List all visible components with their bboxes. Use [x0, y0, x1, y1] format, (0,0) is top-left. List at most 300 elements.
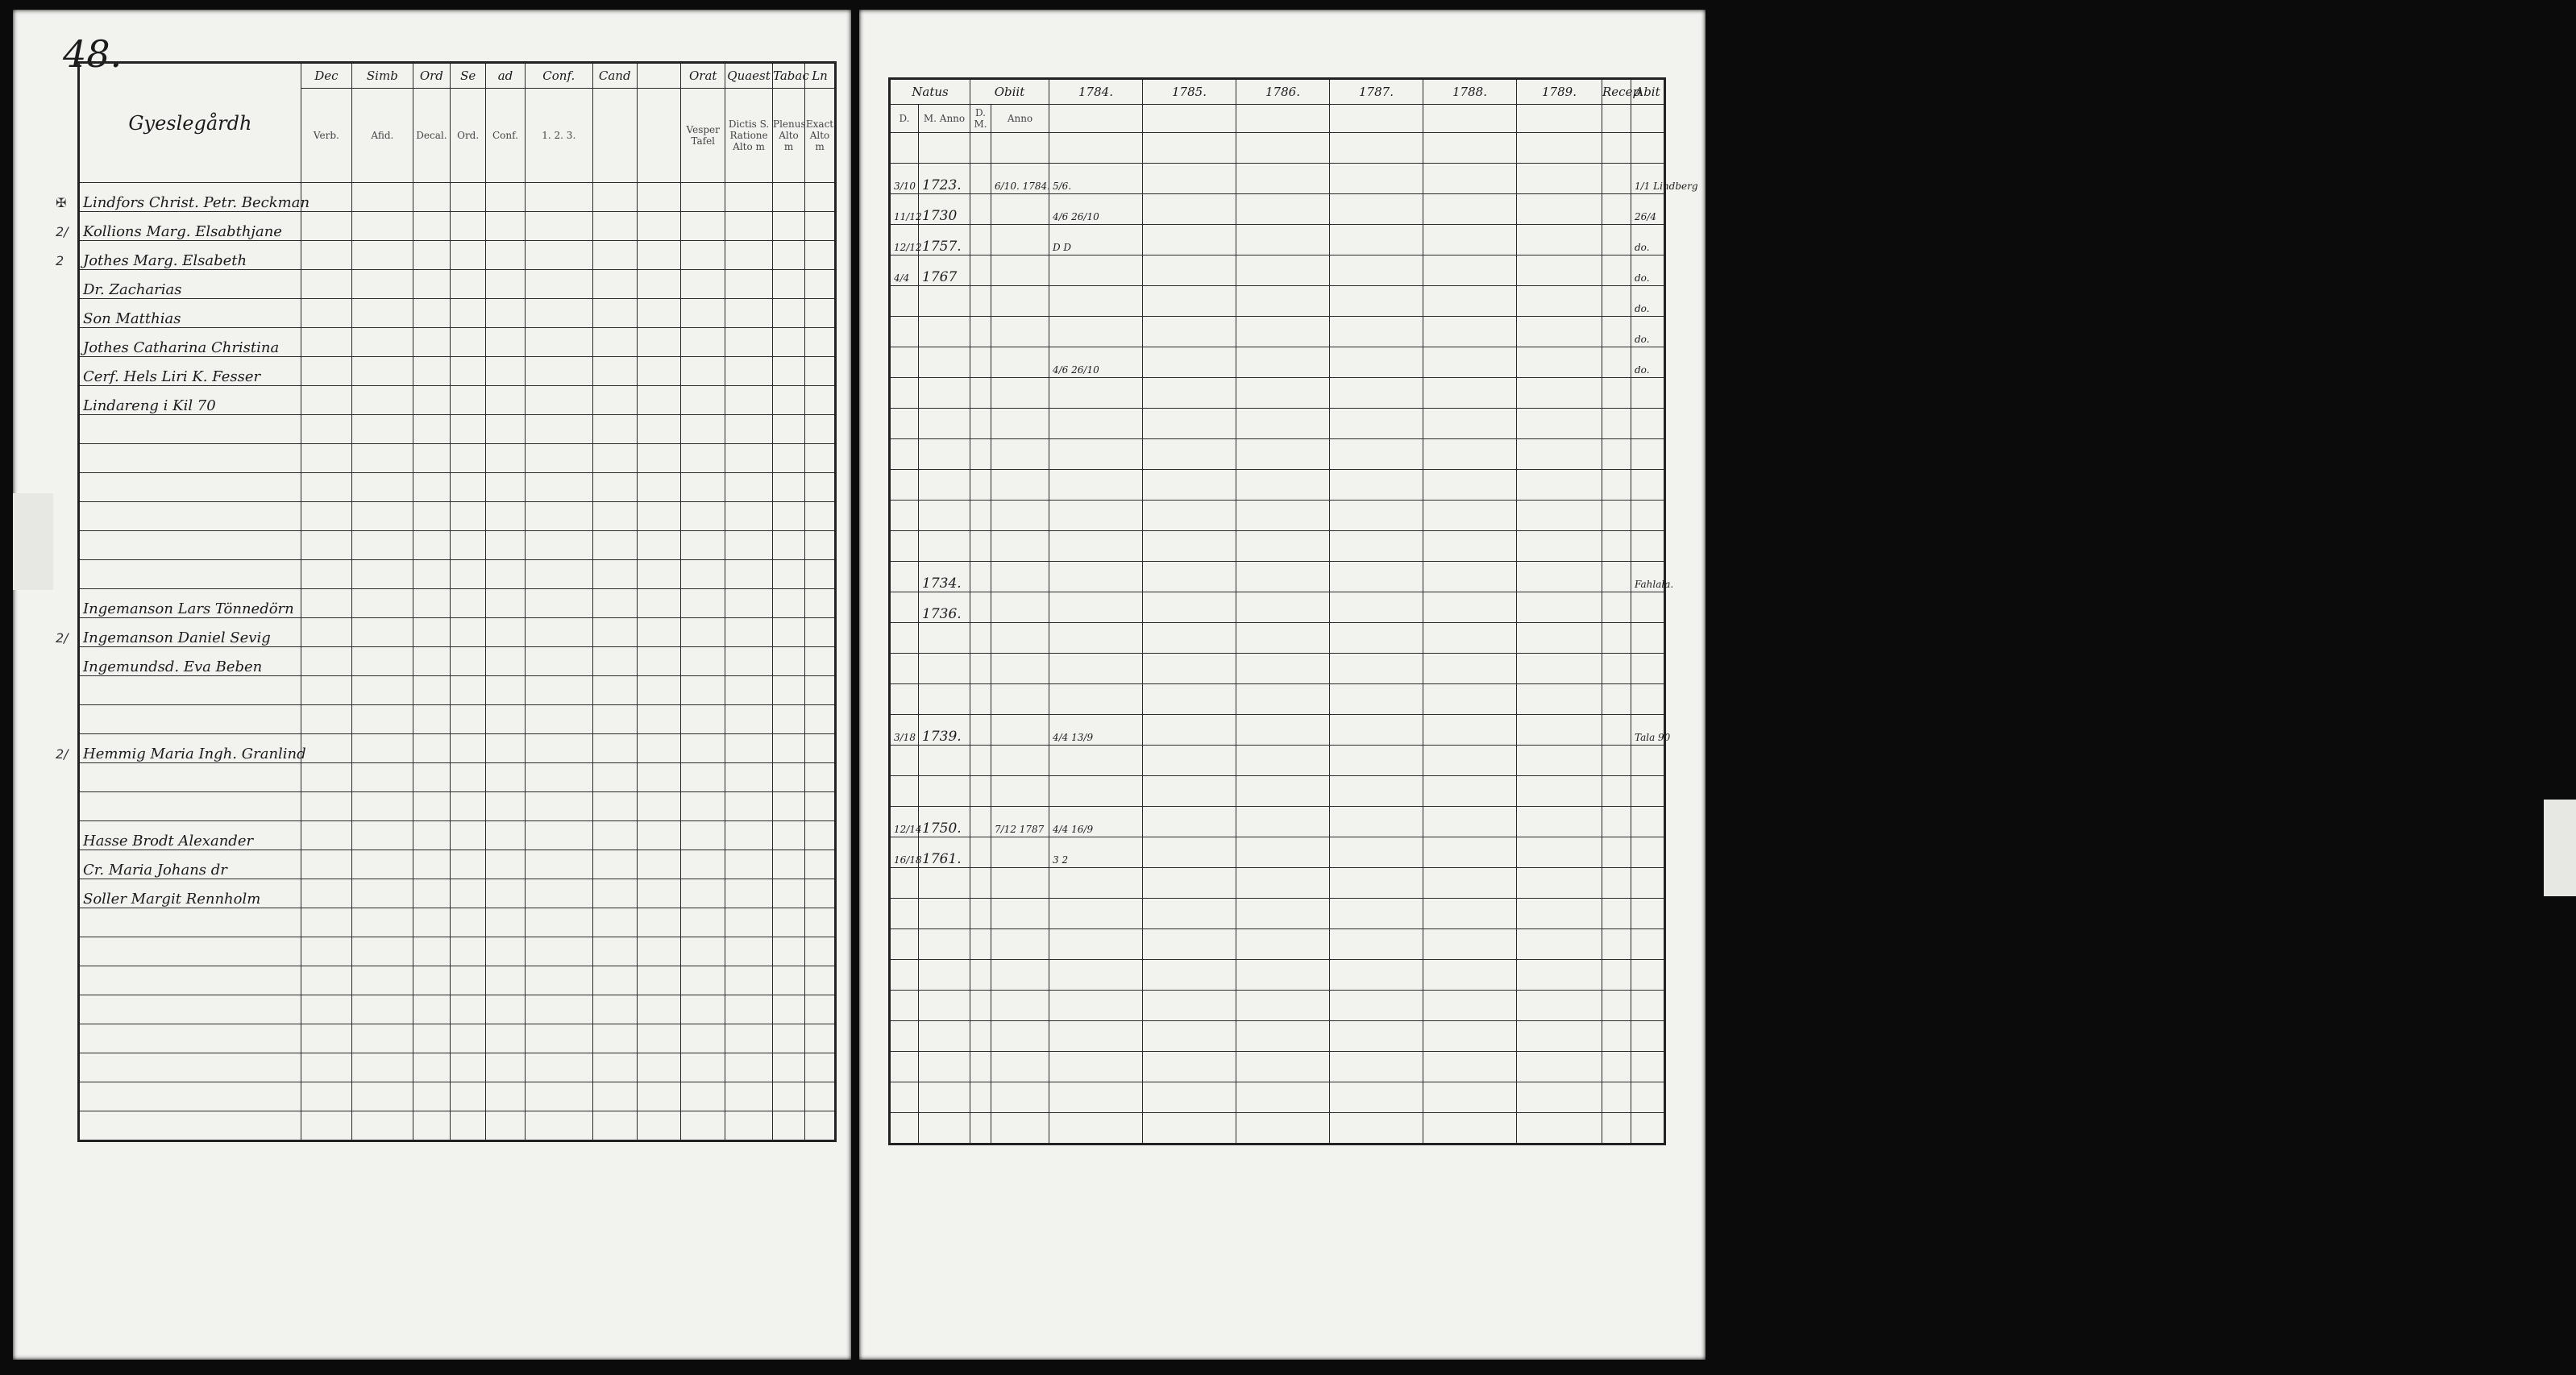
entry-cell [773, 1111, 805, 1141]
entry-cell [1236, 807, 1330, 837]
entry-cell [1517, 715, 1602, 746]
obiit-cell [991, 133, 1049, 164]
entry-cell [1423, 562, 1517, 592]
entry-cell [773, 850, 805, 879]
name-cell [79, 879, 301, 908]
entry-cell [919, 439, 970, 470]
entry-cell [1143, 684, 1236, 715]
entry-cell [525, 1024, 592, 1053]
entry-cell [486, 299, 525, 328]
entry-cell [725, 937, 773, 966]
entry-cell [1631, 746, 1665, 776]
entry-cell [805, 357, 836, 386]
entry-cell [486, 415, 525, 444]
register-row [890, 1021, 1665, 1052]
entry-cell [1330, 654, 1423, 684]
entry-cell [970, 654, 991, 684]
entry-cell [970, 378, 991, 409]
entry-cell [486, 560, 525, 589]
entry-cell [1423, 1113, 1517, 1144]
entry-cell [773, 241, 805, 270]
y1784-cell [1049, 592, 1143, 623]
entry-cell [773, 1053, 805, 1082]
entry-cell [970, 1113, 991, 1144]
entry-cell [1423, 1021, 1517, 1052]
entry-cell [1049, 409, 1143, 439]
entry-cell [525, 850, 592, 879]
entry-cell [1143, 501, 1236, 531]
entry-cell [773, 357, 805, 386]
abit-cell [1631, 347, 1665, 378]
entry-cell [773, 328, 805, 357]
name-cell [79, 676, 301, 705]
entry-cell [592, 357, 637, 386]
col-header: Ord [413, 63, 450, 89]
entry-cell [637, 299, 681, 328]
entry-cell [486, 270, 525, 299]
entry-cell [1423, 991, 1517, 1021]
register-row [890, 194, 1665, 225]
entry-cell [351, 763, 413, 792]
col-header: Ln [805, 63, 836, 89]
entry-cell [1330, 194, 1423, 225]
entry-cell [1330, 164, 1423, 194]
entry-cell [637, 386, 681, 415]
entry-cell [681, 444, 725, 473]
entry-cell [1049, 868, 1143, 899]
entry-cell [805, 705, 836, 734]
entry-cell [681, 908, 725, 937]
natus-cell [919, 347, 970, 378]
entry-cell [1423, 317, 1517, 347]
register-row [890, 470, 1665, 501]
entry-cell [525, 676, 592, 705]
entry-cell [1423, 684, 1517, 715]
register-row [890, 868, 1665, 899]
entry-cell [451, 734, 486, 763]
entry-cell [1330, 715, 1423, 746]
entry-cell [805, 299, 836, 328]
entry-cell [413, 241, 450, 270]
entry-cell [919, 1113, 970, 1144]
entry-cell [1517, 562, 1602, 592]
entry-cell [1143, 562, 1236, 592]
natus-d-cell [890, 194, 922, 225]
entry-cell [991, 776, 1049, 807]
entry-cell [970, 684, 991, 715]
entry-cell [351, 647, 413, 676]
entry-cell [351, 502, 413, 531]
entry-cell [991, 654, 1049, 684]
name-cell [79, 560, 301, 589]
entry-cell [637, 879, 681, 908]
year-subgrid [1143, 105, 1236, 133]
entry-cell [301, 879, 351, 908]
entry-cell [1330, 899, 1423, 929]
natus-value: 1750. [922, 820, 962, 837]
y1784-cell [1049, 715, 1143, 746]
entry-cell [725, 763, 773, 792]
entry-cell [1143, 1082, 1236, 1113]
y1784-cell [1049, 562, 1143, 592]
entry-cell [1631, 960, 1665, 991]
entry-cell [413, 792, 450, 821]
abit-subgrid [1631, 105, 1665, 133]
natus-value: 1730 [922, 208, 958, 224]
folio-number: 48. [63, 32, 123, 76]
entry-cell [970, 194, 991, 225]
entry-cell [725, 1024, 773, 1053]
entry-cell [351, 705, 413, 734]
entry-cell [1236, 501, 1330, 531]
register-row [79, 241, 836, 270]
register-row [890, 1082, 1665, 1113]
col-header: Quaest [725, 63, 773, 89]
entry-cell [919, 378, 970, 409]
entry-cell [773, 386, 805, 415]
entry-cell [1330, 286, 1423, 317]
entry-cell [592, 966, 637, 995]
entry-cell [637, 705, 681, 734]
entry-cell [890, 929, 919, 960]
entry-cell [525, 647, 592, 676]
entry-cell [301, 386, 351, 415]
entry-cell [351, 386, 413, 415]
entry-cell [1517, 225, 1602, 255]
entry-cell [301, 995, 351, 1024]
entry-cell [592, 502, 637, 531]
obiit-value: 6/10. 1784. [995, 181, 1050, 192]
natus-d-cell [890, 592, 919, 623]
entry-cell [1423, 347, 1517, 378]
natus-cell [919, 225, 970, 255]
entry-cell [451, 995, 486, 1024]
col-header-year: 1785. [1143, 79, 1236, 105]
register-row [890, 501, 1665, 531]
entry-cell [1602, 1021, 1631, 1052]
entry-cell [919, 470, 970, 501]
entry-cell [1236, 1082, 1330, 1113]
entry-cell [1602, 715, 1631, 746]
entry-cell [1423, 409, 1517, 439]
register-row [890, 684, 1665, 715]
entry-cell [773, 647, 805, 676]
entry-cell [991, 1113, 1049, 1144]
natus-d-cell [890, 562, 919, 592]
entry-cell [1517, 623, 1602, 654]
entry-cell [805, 618, 836, 647]
entry-cell [637, 734, 681, 763]
entry-cell [413, 908, 450, 937]
entry-cell [413, 705, 450, 734]
entry-cell [970, 317, 991, 347]
entry-cell [725, 328, 773, 357]
register-row [890, 317, 1665, 347]
natus-cell [919, 317, 970, 347]
entry-cell [486, 241, 525, 270]
entry-cell [805, 241, 836, 270]
entry-cell [1602, 746, 1631, 776]
abit-cell [1631, 286, 1665, 317]
entry-cell [451, 386, 486, 415]
entry-cell [1143, 255, 1236, 286]
entry-cell [773, 618, 805, 647]
entry-cell [725, 792, 773, 821]
entry-cell [890, 378, 919, 409]
entry-cell [1049, 654, 1143, 684]
entry-cell [486, 966, 525, 995]
entry-cell [773, 270, 805, 299]
register-row [890, 409, 1665, 439]
entry-cell [351, 966, 413, 995]
entry-cell [1236, 194, 1330, 225]
entry-cell [725, 386, 773, 415]
entry-cell [637, 995, 681, 1024]
entry-cell [1236, 1052, 1330, 1082]
year-subgrid [1049, 105, 1143, 133]
entry-cell [413, 937, 450, 966]
entry-cell [637, 560, 681, 589]
entry-cell [351, 560, 413, 589]
entry-cell [1631, 684, 1665, 715]
entry-cell [1236, 531, 1330, 562]
entry-cell [725, 531, 773, 560]
entry-cell [681, 299, 725, 328]
name-cell [79, 183, 310, 212]
y1784-value: 4/4 16/9 [1053, 824, 1094, 835]
entry-cell [1517, 991, 1602, 1021]
entry-cell [1143, 807, 1236, 837]
entry-cell [451, 357, 486, 386]
entry-cell [1330, 347, 1423, 378]
entry-cell [451, 270, 486, 299]
entry-cell [1049, 531, 1143, 562]
entry-cell [1631, 470, 1665, 501]
entry-cell [1330, 991, 1423, 1021]
entry-cell [592, 937, 637, 966]
entry-cell [773, 937, 805, 966]
obiit-cell [991, 286, 1049, 317]
entry-cell [1517, 868, 1602, 899]
name-cell [79, 850, 301, 879]
entry-cell [351, 357, 413, 386]
entry-cell [1049, 470, 1143, 501]
entry-cell [525, 908, 592, 937]
natus-d-cell [890, 347, 919, 378]
entry-cell [773, 415, 805, 444]
entry-cell [637, 676, 681, 705]
entry-cell [592, 299, 637, 328]
entry-cell [486, 618, 525, 647]
entry-cell [1517, 347, 1602, 378]
entry-cell [890, 1113, 919, 1144]
entry-cell [351, 676, 413, 705]
entry-cell [1423, 899, 1517, 929]
entry-cell [970, 715, 991, 746]
entry-cell [301, 1111, 351, 1141]
entry-cell [1330, 531, 1423, 562]
entry-cell [1423, 1052, 1517, 1082]
col-header [637, 63, 681, 89]
name-cell [79, 328, 301, 357]
entry-cell [413, 212, 450, 241]
register-row [79, 444, 836, 473]
entry-cell [592, 1111, 637, 1141]
entry-cell [890, 991, 919, 1021]
name-cell [79, 734, 306, 763]
entry-cell [592, 618, 637, 647]
entry-cell [1330, 684, 1423, 715]
entry-cell [1330, 868, 1423, 899]
entry-cell [970, 837, 991, 868]
entry-cell [1143, 194, 1236, 225]
entry-cell [681, 560, 725, 589]
entry-cell [413, 995, 450, 1024]
entry-cell [525, 1111, 592, 1141]
entry-cell [1330, 929, 1423, 960]
entry-cell [1143, 1021, 1236, 1052]
entry-cell [681, 473, 725, 502]
entry-cell [1423, 868, 1517, 899]
register-row [890, 899, 1665, 929]
col-header: Simb [351, 63, 413, 89]
register-row [79, 531, 836, 560]
natus-d-cell [890, 807, 922, 837]
entry-cell [301, 444, 351, 473]
y1784-value: D D [1053, 242, 1072, 253]
entry-cell [1631, 378, 1665, 409]
register-row [890, 929, 1665, 960]
entry-cell [805, 473, 836, 502]
entry-cell [413, 879, 450, 908]
entry-cell [1236, 654, 1330, 684]
person-name: Ingemanson Daniel Sevig [83, 629, 271, 646]
entry-cell [1602, 623, 1631, 654]
entry-cell [805, 995, 836, 1024]
natus-d-value: 12/12 [894, 242, 922, 253]
entry-cell [351, 1111, 413, 1141]
entry-cell [773, 792, 805, 821]
y1784-value: 4/4 13/9 [1053, 732, 1094, 743]
register-row [79, 560, 836, 589]
entry-cell [1330, 378, 1423, 409]
entry-cell [1330, 501, 1423, 531]
entry-cell [486, 850, 525, 879]
entry-cell [525, 386, 592, 415]
entry-cell [725, 415, 773, 444]
entry-cell [451, 966, 486, 995]
entry-cell [970, 531, 991, 562]
entry-cell [1517, 1052, 1602, 1082]
entry-cell [1423, 225, 1517, 255]
entry-cell [592, 473, 637, 502]
entry-cell [351, 850, 413, 879]
entry-cell [991, 960, 1049, 991]
entry-cell [1330, 592, 1423, 623]
entry-cell [1236, 164, 1330, 194]
entry-cell [592, 763, 637, 792]
entry-cell [1236, 868, 1330, 899]
entry-cell [301, 1053, 351, 1082]
entry-cell [1423, 470, 1517, 501]
entry-cell [681, 937, 725, 966]
entry-cell [725, 299, 773, 328]
entry-cell [1602, 960, 1631, 991]
entry-cell [592, 879, 637, 908]
y1784-cell [1049, 133, 1143, 164]
entry-cell [725, 444, 773, 473]
register-row [890, 439, 1665, 470]
entry-cell [301, 212, 351, 241]
entry-cell [301, 1082, 351, 1111]
entry-cell [1049, 378, 1143, 409]
obiit-cell [991, 715, 1049, 746]
entry-cell [1517, 592, 1602, 623]
natus-d-cell [890, 225, 922, 255]
entry-cell [970, 1021, 991, 1052]
entry-cell [1423, 133, 1517, 164]
entry-cell [351, 183, 413, 212]
entry-cell [773, 560, 805, 589]
entry-cell [486, 995, 525, 1024]
abit-cell [1631, 715, 1671, 746]
entry-cell [1236, 317, 1330, 347]
abit-cell [1631, 255, 1665, 286]
name-cell [79, 357, 301, 386]
entry-cell [592, 415, 637, 444]
entry-cell [725, 560, 773, 589]
entry-cell [301, 850, 351, 879]
entry-cell [637, 415, 681, 444]
entry-cell [637, 183, 681, 212]
register-row [79, 618, 836, 647]
entry-cell [413, 1053, 450, 1082]
sub-header: Afid. [351, 89, 413, 183]
entry-cell [525, 618, 592, 647]
entry-cell [919, 531, 970, 562]
entry-cell [1143, 592, 1236, 623]
entry-cell [991, 684, 1049, 715]
entry-cell [301, 763, 351, 792]
natus-cell [919, 164, 970, 194]
entry-cell [1517, 194, 1602, 225]
entry-cell [525, 270, 592, 299]
person-name: Soller Margit Rennholm [83, 891, 261, 908]
entry-cell [486, 937, 525, 966]
entry-cell [1517, 1082, 1602, 1113]
name-cell [79, 647, 301, 676]
entry-cell [725, 1082, 773, 1111]
register-row [79, 676, 836, 705]
name-cell [79, 937, 301, 966]
abit-value: do. [1635, 334, 1650, 345]
name-cell [79, 1082, 301, 1111]
entry-cell [525, 502, 592, 531]
entry-cell [681, 386, 725, 415]
entry-cell [525, 560, 592, 589]
entry-cell [725, 995, 773, 1024]
entry-cell [1236, 409, 1330, 439]
entry-cell [1049, 1082, 1143, 1113]
entry-cell [637, 502, 681, 531]
register-row [79, 995, 836, 1024]
entry-cell [725, 357, 773, 386]
entry-cell [301, 531, 351, 560]
entry-cell [1602, 531, 1631, 562]
name-cell [79, 966, 301, 995]
entry-cell [805, 937, 836, 966]
entry-cell [1517, 255, 1602, 286]
